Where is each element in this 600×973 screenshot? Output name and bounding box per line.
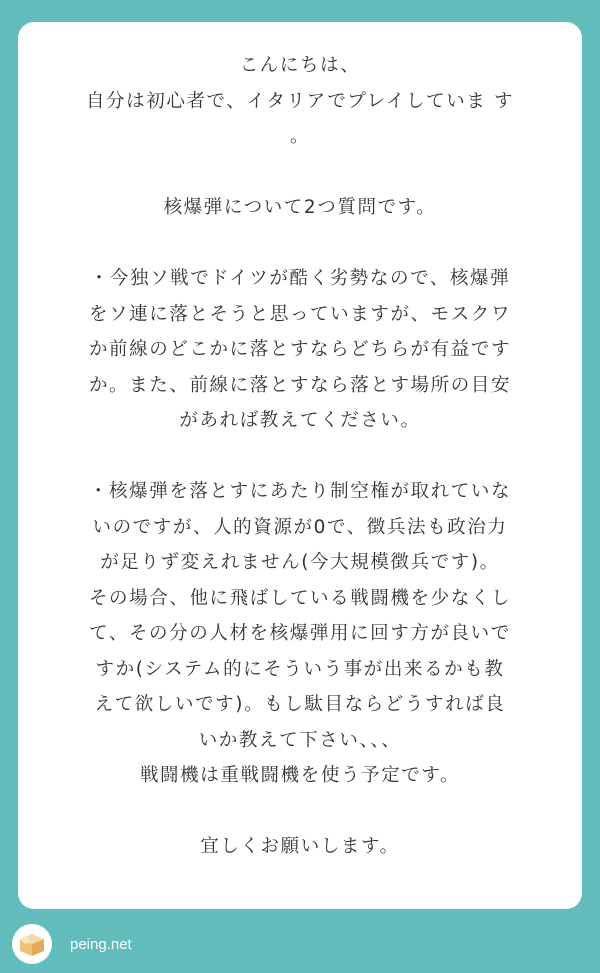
question-text — [46, 48, 554, 865]
message-line: か。また、前線に落とすなら落とす場所の目安 — [88, 374, 512, 396]
blank-line — [46, 794, 554, 830]
message-line: その場合、他に飛ばしている戦闘機を少なくし — [88, 587, 512, 609]
message-line: 宜しくお願いします。 — [200, 836, 400, 857]
message-line: が足りず変えれません(今大規模徴兵です)。 — [100, 552, 500, 573]
footer — [12, 924, 132, 964]
message-line: か前線のどこかに落とすならどちらが有益です — [88, 339, 512, 360]
message-line: 核爆弾について2つ質問です。 — [163, 197, 437, 218]
message-line: 戦闘機は重戦闘機を使う予定です。 — [139, 765, 461, 786]
blank-line — [46, 155, 554, 191]
message-line: をソ連に落とそうと思っていますが、モスクワ — [88, 303, 512, 325]
question-card — [18, 22, 582, 909]
peing-logo[interactable] — [12, 924, 52, 964]
message-line: ・今独ソ戦でドイツが酷く劣勢なので、核爆弾 — [89, 268, 511, 289]
message-line: があれば教えてください。 — [179, 410, 421, 431]
brand-link[interactable]: peing.net — [70, 935, 132, 953]
message-line: えて欲しいです)。もし駄目ならどうすれば良 — [94, 694, 506, 715]
message-line: すか(システム的にそういう事が出来るかも教 — [95, 658, 505, 680]
blank-line — [46, 439, 554, 475]
message-line: こんにちは、 — [239, 55, 361, 76]
blank-line — [46, 226, 554, 262]
cardboard-box-icon — [17, 929, 47, 959]
message-line: 。 — [289, 126, 311, 147]
message-line: いか教えて下さい、、、 — [198, 729, 402, 751]
message-line: 自分は初心者で、イタリアでプレイしていま す — [85, 90, 515, 112]
message-line: いのですが、人的資源が0で、徴兵法も政治力 — [92, 516, 508, 538]
message-line: て、その分の人材を核爆弾用に回す方が良いで — [89, 623, 511, 644]
message-line: ・核爆弾を落とすにあたり制空権が取れていな — [88, 481, 512, 502]
